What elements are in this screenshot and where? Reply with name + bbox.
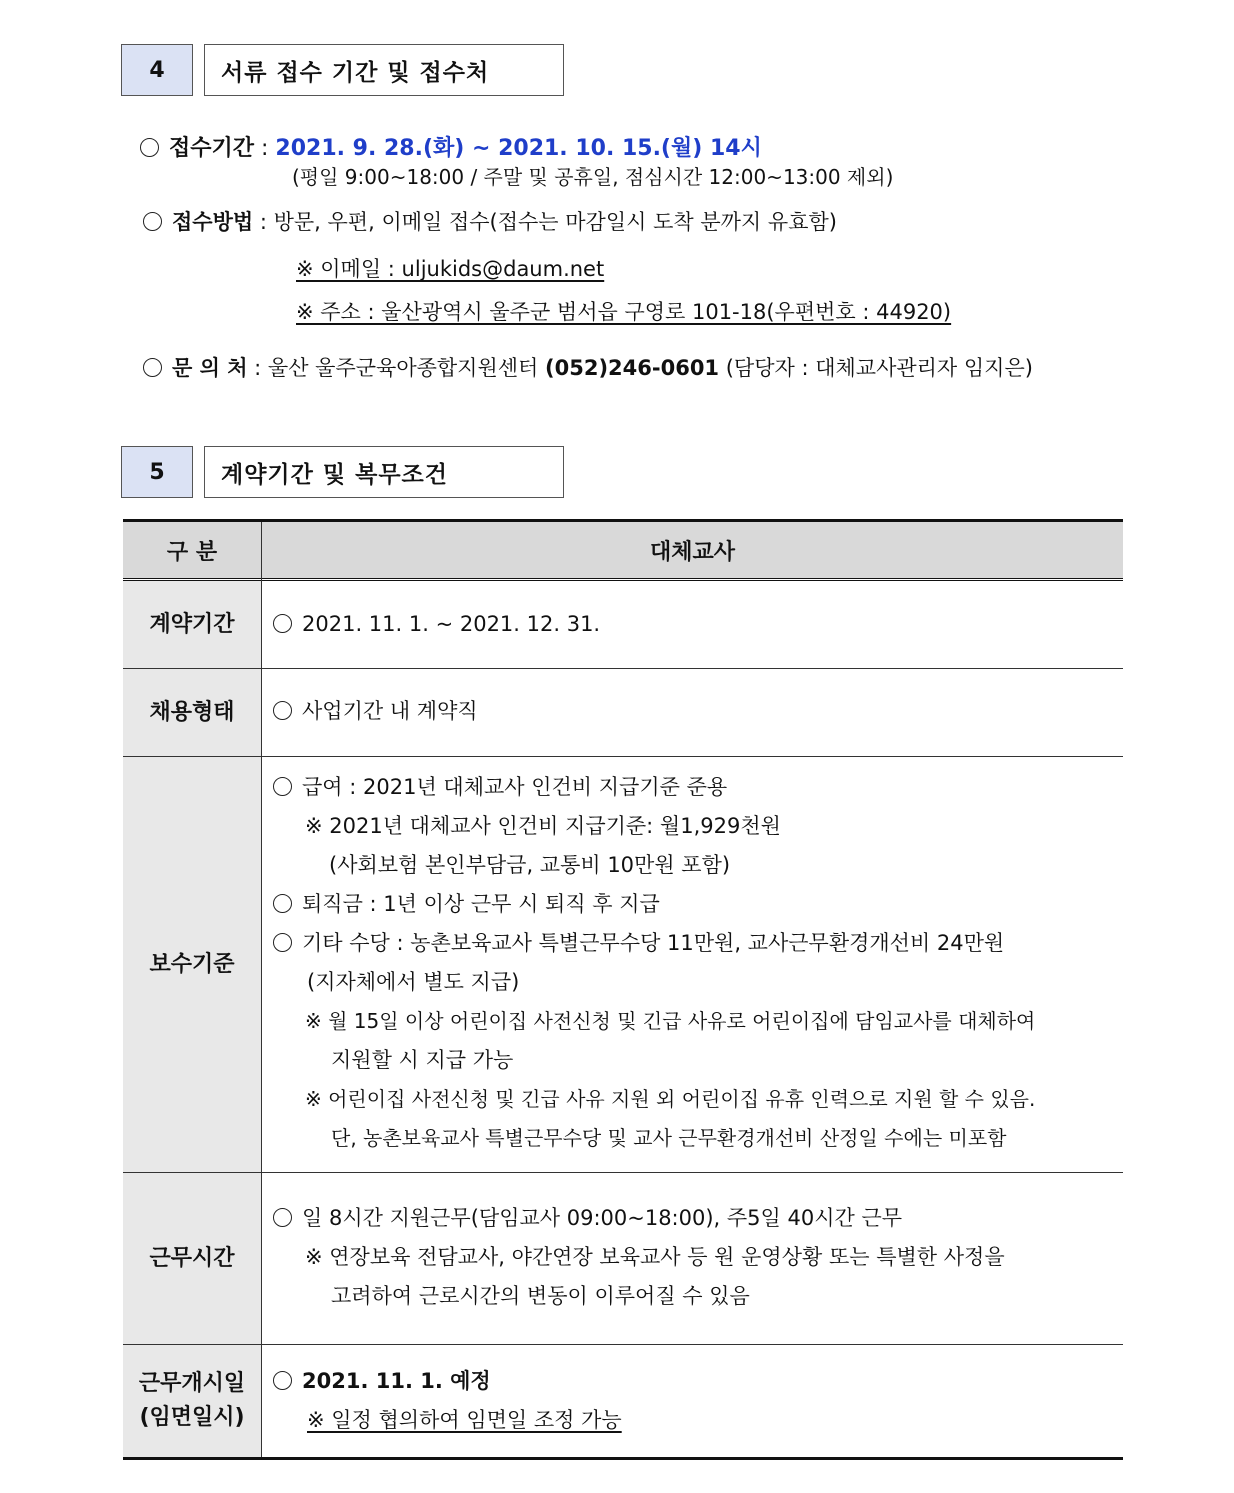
row-divider: [123, 1172, 1123, 1173]
pay-line: (사회보험 본인부담금, 교통비 10만원 포함): [329, 853, 731, 877]
reception-method-row: 접수방법 : 방문, 우편, 이메일 접수(접수는 마감일시 도착 분까지 유효함): [143, 206, 837, 236]
circle-bullet-icon: [273, 1208, 292, 1227]
contact-label: 문 의 처: [172, 356, 248, 380]
section-5-number: 5: [121, 446, 193, 498]
circle-bullet-icon: [273, 933, 292, 952]
pay-line: ※ 월 15일 이상 어린이집 사전신청 및 긴급 사유로 어린이집에 담임교사를 대체하여: [305, 1009, 1036, 1033]
row-divider: [123, 668, 1123, 669]
label-start-date-line1: 근무개시일: [138, 1371, 246, 1396]
reception-period-note: (평일 9:00~18:00 / 주말 및 공휴일, 점심시간 12:00~13:00 제외): [292, 165, 894, 189]
pay-line: 단, 농촌보육교사 특별근무수당 및 교사 근무환경개선비 산정일 수에는 미포함: [331, 1126, 1007, 1150]
cell-work-hours: [273, 1199, 1005, 1316]
pay-line: 기타 수당 : 농촌보육교사 특별근무수당 11만원, 교사근무환경개선비 24만원: [302, 931, 1005, 955]
reception-period-label: 접수기간: [169, 136, 255, 161]
work-hours-line: 고려하여 근로시간의 변동이 이루어질 수 있음: [331, 1284, 750, 1308]
pay-line: ※ 어린이집 사전신청 및 긴급 사유 지원 외 어린이집 유휴 인력으로 지원 할 수 있음.: [305, 1087, 1036, 1111]
employment-type-text: 사업기간 내 계약직: [302, 699, 478, 723]
label-contract-period: 계약기간: [123, 581, 261, 668]
table-header-double-line: [123, 578, 1123, 581]
circle-bullet-icon: [140, 138, 159, 157]
label-work-hours: 근무시간: [123, 1173, 261, 1344]
row-divider: [123, 1344, 1123, 1345]
cell-contract-period: [273, 605, 600, 644]
reception-period-row: 접수기간 : 2021. 9. 28.(화) ~ 2021. 10. 15.(월) 14시: [140, 131, 762, 162]
start-date-note: ※ 일정 협의하여 임면일 조정 가능: [307, 1408, 622, 1432]
pay-line: (지자체에서 별도 지급): [307, 970, 520, 994]
table-header-value: 대체교사: [649, 539, 735, 565]
circle-bullet-icon: [143, 358, 162, 377]
section-4-number: 4: [121, 44, 193, 96]
cell-start-date: [273, 1362, 622, 1440]
pay-line: 급여 : 2021년 대체교사 인건비 지급기준 준용: [302, 775, 728, 799]
reception-address: ※ 주소 : 울산광역시 울주군 범서읍 구영로 101-18(우편번호 : 44920): [296, 300, 952, 324]
reception-method-value: 방문, 우편, 이메일 접수(접수는 마감일시 도착 분까지 유효함): [273, 210, 837, 234]
work-hours-line: ※ 연장보육 전담교사, 야간연장 보육교사 등 원 운영상황 또는 특별한 사정을: [305, 1245, 1005, 1269]
circle-bullet-icon: [273, 614, 292, 633]
label-start-date-line2: (임면일시): [139, 1405, 245, 1430]
cell-employment-type: [273, 692, 478, 731]
reception-period-value: 2021. 9. 28.(화) ~ 2021. 10. 15.(월) 14시: [275, 136, 762, 161]
contact-phone: (052)246-0601: [545, 356, 720, 380]
circle-bullet-icon: [273, 1371, 292, 1390]
contact-org: 울산 울주군육아종합지원센터: [267, 356, 539, 380]
label-employment-type: 채용형태: [123, 669, 261, 756]
circle-bullet-icon: [273, 894, 292, 913]
circle-bullet-icon: [273, 777, 292, 796]
work-hours-line: 일 8시간 지원근무(담임교사 09:00~18:00), 주5일 40시간 근무: [302, 1206, 903, 1230]
cell-pay: [273, 768, 1035, 1158]
contact-row: 문 의 처 : 울산 울주군육아종합지원센터 (052)246-0601 (담당자 : 대체교사관리자 임지은): [143, 352, 1033, 382]
label-pay: 보수기준: [123, 757, 261, 1172]
table-header-label: 구 분: [166, 539, 218, 565]
column-divider: [261, 522, 262, 1457]
circle-bullet-icon: [143, 212, 162, 231]
start-date-text: 2021. 11. 1. 예정: [302, 1369, 491, 1393]
contact-person: (담당자 : 대체교사관리자 임지은): [725, 356, 1033, 380]
pay-line: ※ 2021년 대체교사 인건비 지급기준: 월1,929천원: [305, 814, 781, 838]
row-divider: [123, 756, 1123, 757]
pay-line: 퇴직금 : 1년 이상 근무 시 퇴직 후 지급: [302, 892, 660, 916]
section-4-title: 서류 접수 기간 및 접수처: [204, 44, 564, 96]
label-start-date: [123, 1345, 261, 1457]
pay-line: 지원할 시 지급 가능: [331, 1048, 514, 1072]
reception-email: ※ 이메일 : uljukids@daum.net: [296, 257, 605, 281]
section-5-title: 계약기간 및 복무조건: [204, 446, 564, 498]
contract-period-text: 2021. 11. 1. ~ 2021. 12. 31.: [302, 612, 601, 636]
circle-bullet-icon: [273, 701, 292, 720]
table-bottom-border: [123, 1457, 1123, 1460]
reception-method-label: 접수방법: [172, 210, 254, 234]
